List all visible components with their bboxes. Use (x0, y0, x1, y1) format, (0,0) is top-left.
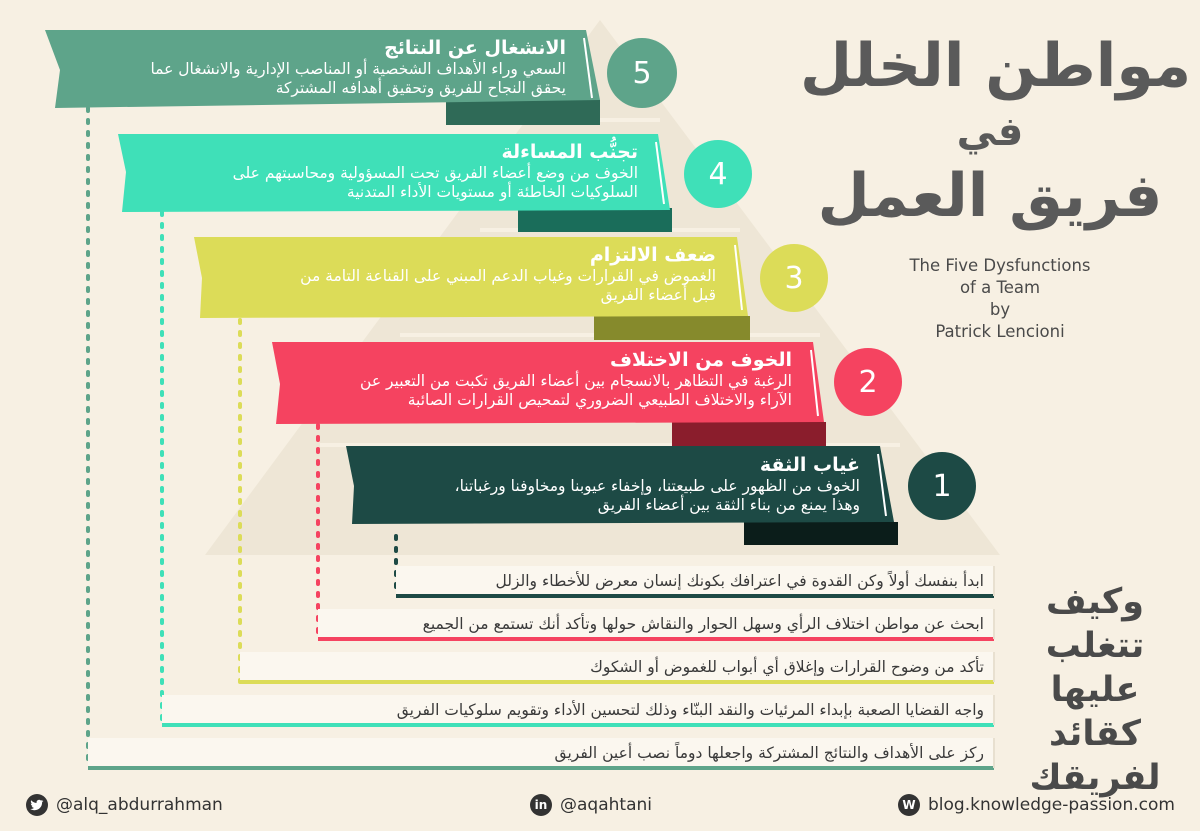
footer-blog[interactable] (898, 794, 1175, 816)
solution-tip-5: ركز على الأهداف والنتائج المشتركة واجعلها دوماً نصب أعين الفريق (554, 744, 984, 762)
credit-line1: The Five Dysfunctions (909, 256, 1091, 275)
level-2-circle (834, 348, 902, 416)
level-4-title: تجنُّب المساءلة (501, 141, 638, 163)
twitter-handle: @alq_abdurrahman (56, 795, 223, 815)
banner-3-shadow (594, 316, 750, 340)
level-2-title: الخوف من الاختلاف (609, 349, 792, 371)
level-1-circle (908, 452, 976, 520)
level-5-circle (607, 38, 677, 108)
level-1-title: غياب الثقة (759, 454, 860, 476)
level-5-title: الانشغال عن النتائج (384, 37, 566, 59)
level-2-desc-line1: الرغبة في التظاهر بالانسجام بين أعضاء الفريق تكبت من التعبير عن (360, 372, 792, 390)
level-3-title: ضعف الالتزام (589, 244, 716, 266)
level-2-number: 2 (858, 364, 878, 400)
level-3-number: 3 (784, 260, 804, 296)
banner-5-shadow (446, 100, 600, 125)
level-5-desc-line1: السعي وراء الأهداف الشخصية أو المناصب الإدارية والانشغال عما (150, 60, 566, 78)
title-line2: في (956, 109, 1024, 155)
banner-2-shadow (672, 422, 826, 446)
level-2-text (296, 348, 792, 410)
credit-line4: Patrick Lencioni (935, 322, 1065, 341)
level-1-desc-line1: الخوف من الظهور على طبيعتنا، وإخفاء عيوبنا ومخاوفنا ورغباتنا، (454, 477, 860, 495)
linkedin-icon: in (530, 794, 552, 816)
credit-line3: by (989, 300, 1011, 319)
wordpress-icon: W (898, 794, 920, 816)
book-credit (880, 255, 1120, 343)
footer-linkedin[interactable] (530, 794, 652, 816)
banner-1-shadow (744, 522, 898, 545)
level-3-desc-line2: قبل أعضاء الفريق (600, 286, 716, 304)
level-1-desc-line2: وهذا يمنع من بناء الثقة بين أعضاء الفريق (597, 496, 860, 514)
linkedin-handle: @aqahtani (560, 795, 652, 815)
level-4-desc-line1: الخوف من وضع أعضاء الفريق تحت المسؤولية ومحاسبتهم على (232, 164, 638, 182)
level-1-number: 1 (932, 468, 952, 504)
level-4-desc-line2: السلوكيات الخاطئة أو مستويات الأداء المتدنية (346, 183, 638, 201)
credit-line2: of a Team (959, 278, 1041, 297)
solution-tip-1: ابدأ بنفسك أولاً وكن القدوة في اعترافك بكونك إنسان معرض للأخطاء والزلل (495, 572, 984, 590)
level-4-circle (684, 140, 752, 208)
level-5-text (80, 36, 566, 98)
title-line3: فريق العمل (817, 161, 1163, 231)
level-3-circle (760, 244, 828, 312)
level-5-desc-line2: يحقق النجاح للفريق وتحقيق أهدافه المشتركة (275, 79, 566, 97)
solutions-heading: وكيف تتغلب عليها كقائد لفريقك (1029, 582, 1161, 798)
level-4-number: 4 (708, 156, 728, 192)
level-3-desc-line1: الغموض في القرارات وغياب الدعم المبني على القناعة التامة من (300, 267, 716, 285)
banner-4-shadow (518, 208, 672, 232)
title-line1: مواطن الخلل (800, 31, 1192, 101)
solution-tip-2: ابحث عن مواطن اختلاف الرأي وسهل الحوار والنقاش حولها وتأكد أنك تستمع من الجميع (422, 615, 984, 633)
twitter-bird-icon (26, 794, 48, 816)
footer-twitter[interactable] (26, 794, 223, 816)
solution-tip-4: واجه القضايا الصعبة بإبداء المرئيات والنقد البنّاء وذلك لتحسين الأداء وتقويم سلوكيات الفريق (396, 701, 984, 719)
level-3-text (226, 243, 716, 305)
level-2-desc-line2: الآراء والاختلاف الطبيعي الضروري لتمحيص القرارات الصائبة (407, 391, 792, 409)
level-5-number: 5 (632, 55, 652, 91)
blog-url: blog.knowledge-passion.com (928, 795, 1175, 815)
level-4-text (150, 140, 638, 202)
level-1-text (372, 453, 860, 515)
solution-tip-3: تأكد من وضوح القرارات وإغلاق أي أبواب للغموض أو الشكوك (590, 658, 984, 676)
